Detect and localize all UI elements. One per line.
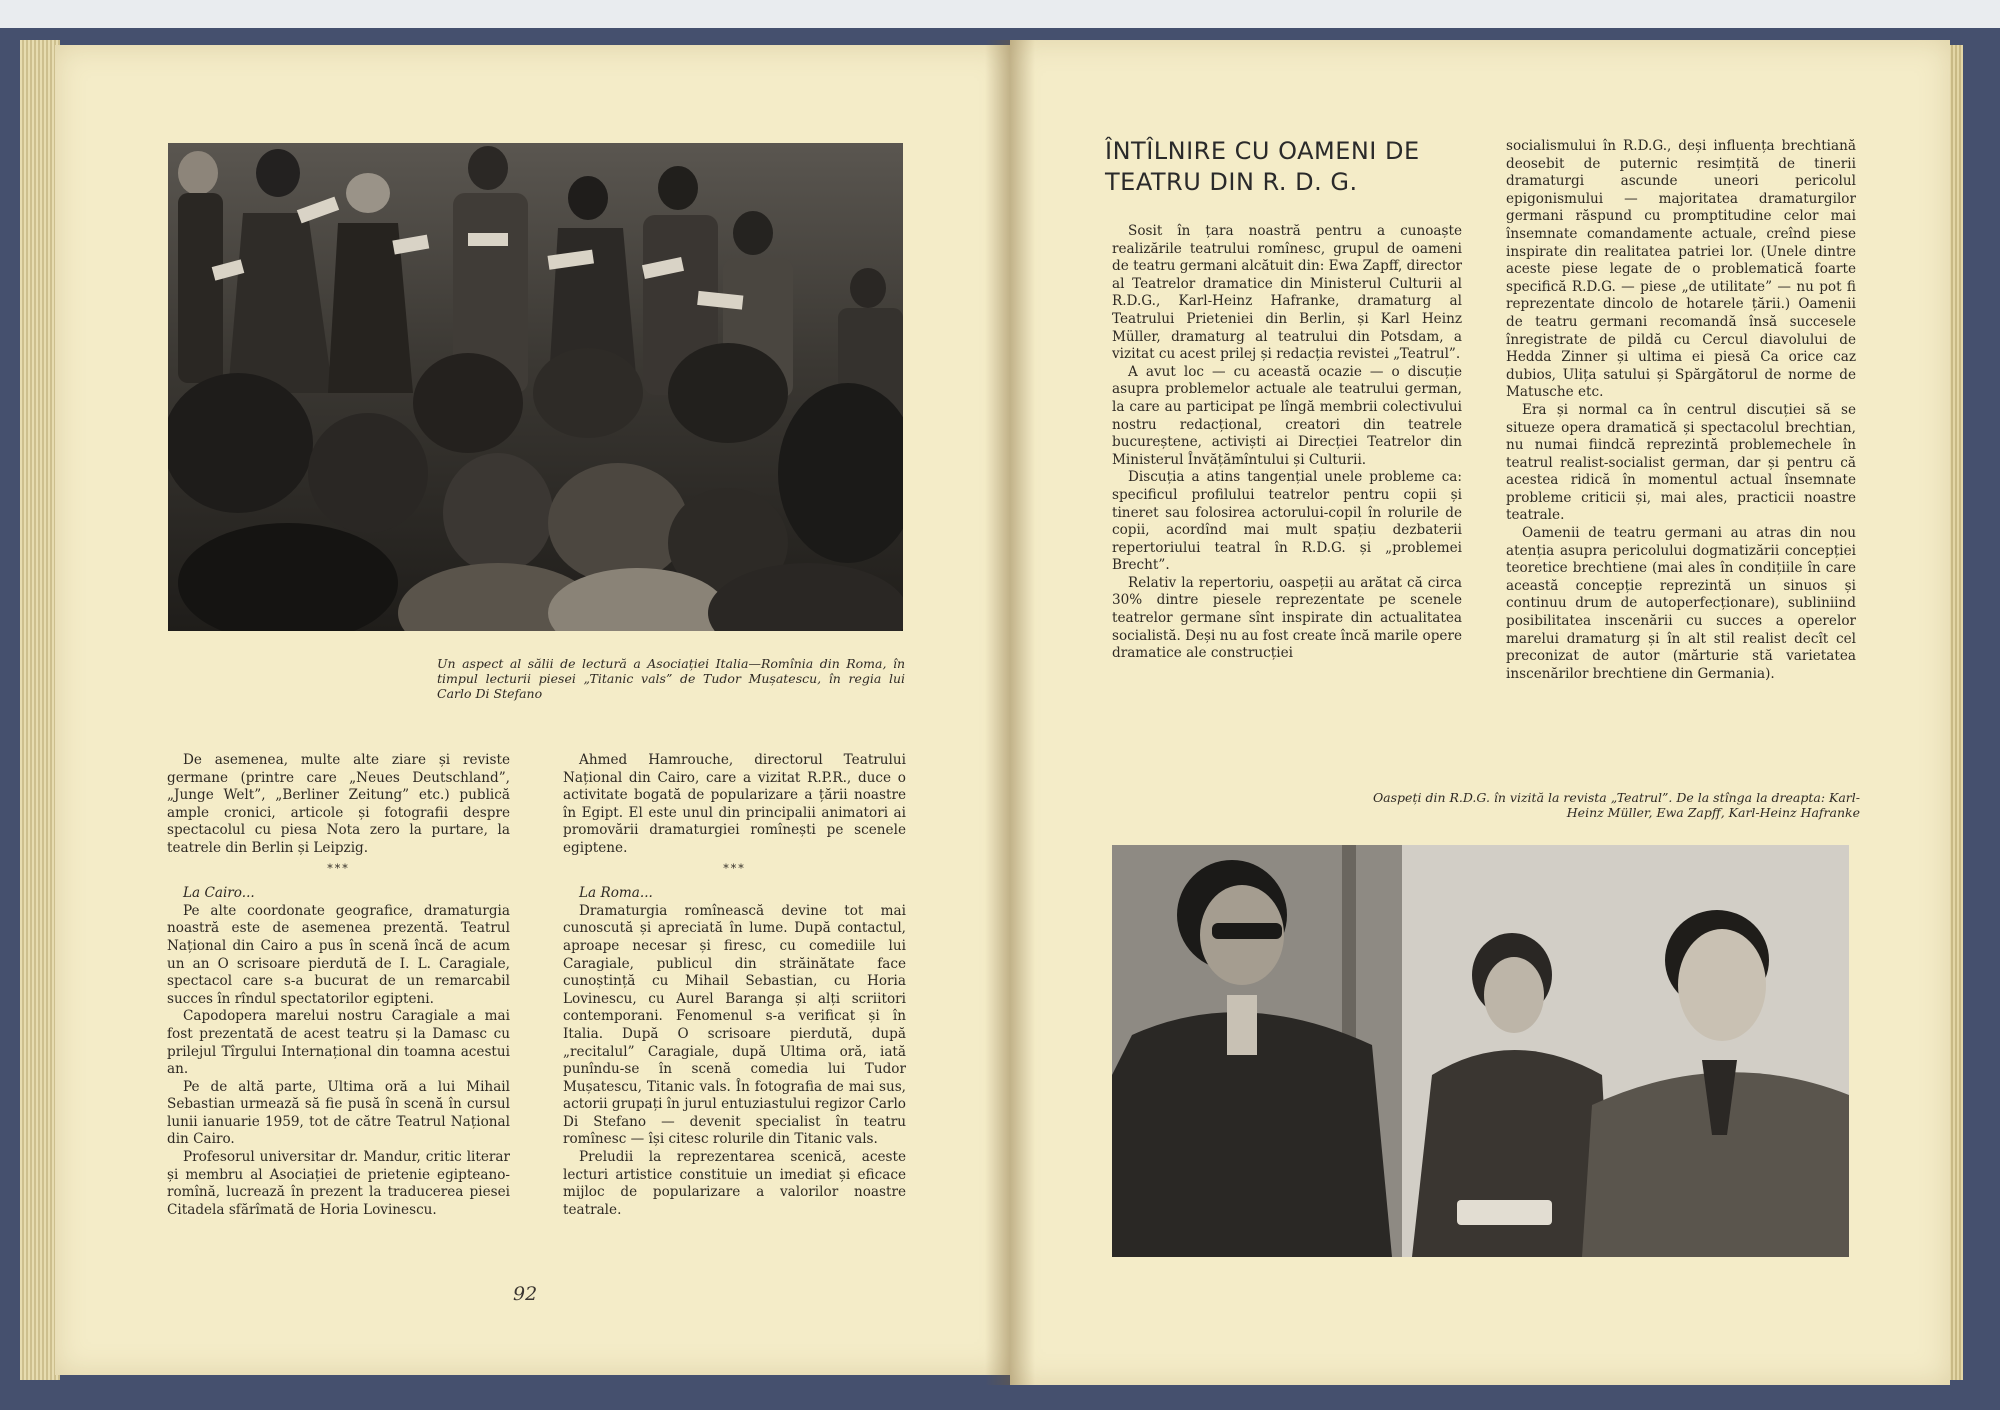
right-column-1 [1112, 223, 1462, 663]
paragraph: Relativ la repertoriu, oaspeții au arătat că circa 30% dintre piesele reprezentate pe scenele teatrelor germane sînt inspirate din actualitatea socialistă. Deși nu au fost create încă marile opere dramatice ale construcției [1112, 574, 1462, 662]
section-separator: *** [723, 861, 746, 875]
guests-photo [1112, 845, 1849, 1257]
paragraph: Capodopera marelui nostru Caragiale a mai fost prezentată de acest teatru și la Damasc cu prilejul Tîrgului Internațional din toamna acestui an. [167, 1008, 510, 1078]
paragraph: Preludii la reprezentarea scenică, aceste lecturi artistice constituie un imediat și eficace mijloc de popularizare a valorilor noastre teatrale. [563, 1149, 906, 1218]
reading-room-photo [168, 143, 903, 631]
paragraph: Discuția a atins tangențial unele probleme ca: specificul profilului teatrelor pentru copii și tineret sau folosirea actorului-copil în rolurile de copii, acordînd mai mult spațiu dezbaterii repertoriului teatral în R.D.G. și „problemei Brecht”. [1112, 469, 1462, 574]
section-heading: La Cairo... [183, 885, 255, 902]
paragraph: A avut loc — cu această ocazie — o discuție asupra problemelor actuale ale teatrului german, la care au participat pe lîngă membrii colectivului nostru redacțional, creatori din teatrele bucureștene, activiști ai Direcției Teatrelor din Ministerul Învățămîntului și Culturii. [1112, 363, 1462, 468]
background-strip [0, 0, 2000, 28]
paragraph: Oamenii de teatru germani au atras din nou atenția asupra pericolului dogmatizării concepției teoretice brechtiene (mai ales în condițiile în care această concepție reprezintă un sinuos și continuu drum de autoperfecționare), subliniind posibilitatea inscenării cu succes a operelor marelui dramaturg și în alt stil realist decît cel preconizat de autor (mărturie stă varietatea inscenărilor brechtiene din Germania). [1506, 525, 1856, 682]
left-column-1 [167, 752, 510, 1219]
right-column-2 [1506, 138, 1856, 683]
paragraph: Dramaturgia romînească devine tot mai cunoscută și apreciată în lume. După contactul, aproape necesar și firesc, cu comediile lui Caragiale, publicul din străinătate face cunoștință cu Mihail Sebastian, cu Horia Lovinescu, cu Aurel Baranga și alți scriitori contemporani. Fenomenul s-a verificat și în Italia. După O scrisoare pierdută, după „recitalul” Caragiale, după Ultima oră, iată punîndu-se în scenă comedia lui Tudor Mușatescu, Titanic vals. În fotografia de mai sus, actorii grupați în jurul entuziastului regizor Carlo Di Stefano — devenit specialist în teatru romînesc — își citesc rolurile din Titanic vals. [563, 902, 906, 1148]
page-edges-left [20, 40, 60, 1380]
headline-line-1: ÎNTÎLNIRE CU OAMENI DE [1105, 137, 1420, 165]
paragraph: Era și normal ca în centrul discuției să se situeze opera dramatică și spectacolul brechtian, nu numai fiindcă reprezintă problemechele în teatrul realist-socialist german, dar și pentru că acestea ridică în momentul actual însemnate probleme criticii și, mai ales, practicii noastre teatrale. [1506, 401, 1856, 524]
left-page [55, 45, 1010, 1375]
right-page [1010, 40, 1950, 1385]
section-heading: La Roma... [579, 885, 653, 902]
paragraph: Pe de altă parte, Ultima oră a lui Mihail Sebastian urmează să fie pusă în scenă în cursul lunii ianuarie 1959, tot de către Teatrul Național din Cairo. [167, 1078, 510, 1148]
paragraph: Ahmed Hamrouche, directorul Teatrului Național din Cairo, care a vizitat R.P.R., duce o activitate bogată de popularizare a țării noastre în Egipt. El este unul din principalii animatori ai promovării dramaturgiei romînești pe scenele egiptene. [563, 752, 906, 856]
article-headline [1105, 136, 1495, 198]
section-separator: *** [327, 861, 350, 875]
paragraph: Sosit în țara noastră pentru a cunoaște realizările teatrului romînesc, grupul de oameni de teatru germani alcătuit din: Ewa Zapff, director al Teatrelor dramatice din Ministerul Culturii al R.D.G., Karl-Heinz Hafranke, dramaturg al Teatrului Prieteniei din Berlin, și Karl Heinz Müller, dramaturg al teatrului din Potsdam, a vizitat cu acest prilej și redacția revistei „Teatrul”. [1112, 223, 1463, 363]
photo-caption: Oaspeți din R.D.G. în vizită la revista „Teatrul”. De la stînga la dreapta: Karl-Heinz Müller, Ewa Zapff, Karl-Heinz Hafranke [1372, 790, 1860, 820]
paragraph: Pe alte coordonate geografice, dramaturgia noastră este de asemenea prezentă. Teatrul Național din Cairo a pus în scenă încă de acum un an O scrisoare pierdută de I. L. Caragiale, spectacol care s-a bucurat de un remarcabil succes în rîndul spectatorilor egipteni. [167, 902, 510, 1007]
paragraph: De asemenea, multe alte ziare și reviste germane (printre care „Neues Deutschland”, „Junge Welt”, „Berliner Zeitung” etc.) publică ample cronici, articole și fotografii despre spectacolul cu piesa Nota zero la purtare, la teatrele din Berlin și Leipzig. [167, 752, 510, 856]
left-column-2 [563, 752, 906, 1219]
headline-line-2: TEATRU DIN R. D. G. [1105, 168, 1358, 196]
photo-caption: Un aspect al sălii de lectură a Asociației Italia—Romînia din Roma, în timpul lecturii piesei „Titanic vals” de Tudor Mușatescu, în regia lui Carlo Di Stefano [437, 656, 905, 701]
page-number: 92 [513, 1283, 538, 1305]
book-gutter [985, 40, 1035, 1385]
paragraph: socialismului în R.D.G., deși influența brechtiană deosebit de puternic resimțită de tinerii dramaturgi ascunde uneori pericolul epigonismului — majoritatea dramaturgilor germani răspund cu promptitudine celor mai însemnate comandamente actuale, creînd piese inspirate din realitatea patriei lor. (Unele dintre aceste piese legate de o problematică foarte specifică R.D.G. — piese „de utilitate” — nu pot fi reprezentate dincolo de hotarele țării.) Oamenii de teatru germani recomandă însă succesele înregistrate de pildă cu Cercul diavolului de Hedda Zinner și ultima ei piesă Ca orice caz dubios, Ulița satului și Spărgătorul de norme de Matusche etc. [1506, 138, 1856, 401]
paragraph: Profesorul universitar dr. Mandur, critic literar și membru al Asociației de prietenie egipteano-romînă, lucrează în prezent la traducerea piesei Citadela sfărîmată de Horia Lovinescu. [167, 1149, 510, 1218]
